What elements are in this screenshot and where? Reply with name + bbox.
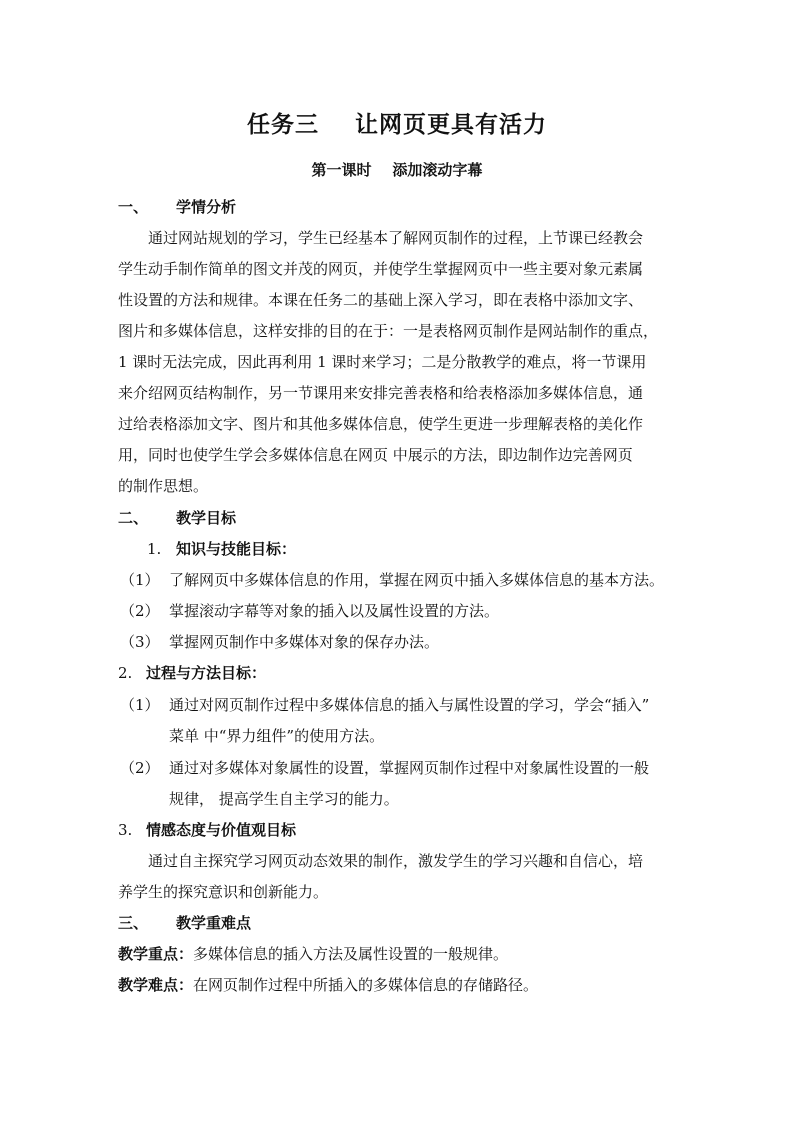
goal3-number: 3. [118,821,133,839]
goal1-heading: 知识与技能目标： [176,540,297,558]
goal1-item-2-marker: （2） [120,602,160,620]
goal1-item-1-text: 了解网页中多媒体信息的作用，掌握在网页中插入多媒体信息的基本方法。 [169,571,665,589]
section3-number: 三、 [118,914,149,932]
section1-line-8: 用，同时也使学生学会多媒体信息在网页 中展示的方法，即边制作边完善网页 [118,446,633,464]
difficulty-row [118,975,538,995]
section1-line-1: 通过网站规划的学习，学生已经基本了解网页制作的过程，上节课已经教会 [148,229,644,247]
key-point-text: 多媒体信息的插入方法及属性设置的一般规律。 [193,945,509,963]
section1-heading: 学情分析 [176,198,237,216]
goal1-item-3-marker: （3） [120,633,160,651]
section1-line-4: 图片和多媒体信息，这样安排的目的在于：一是表格网页制作是网站制作的重点， [118,322,659,340]
goal2-item-2-line-1: 通过对多媒体对象属性的设置，掌握网页制作过程中对象属性设置的一般 [169,759,650,777]
goal3-heading: 情感态度与价值观目标 [146,821,297,839]
key-point-label: 教学重点： [118,945,194,963]
goal2-heading: 过程与方法目标： [146,664,267,682]
lesson-subtitle: 第一课时 添加滚动字幕 [311,161,483,179]
goal1-number: 1. [147,540,162,558]
goal2-item-1-line-1: 通过对网页制作过程中多媒体信息的插入与属性设置的学习，学会“插入” [169,696,650,714]
section3-heading: 教学重难点 [176,914,252,932]
section1-line-9: 的制作思想。 [118,477,209,495]
section1-line-2: 学生动手制作简单的图文并茂的网页，并使学生掌握网页中一些主要对象元素属 [118,260,644,278]
goal1-item-1-marker: （1） [120,571,160,589]
section1-number: 一、 [118,198,149,216]
goal1-item-3-text: 掌握网页制作中多媒体对象的保存办法。 [169,633,440,651]
key-point-row [118,944,508,964]
goal2-item-1-line-2: 菜单 中“界力组件”的使用方法。 [169,727,385,745]
section2-number: 二、 [118,509,149,527]
goal2-number: 2. [118,664,133,682]
goal3-line-1: 通过自主探究学习网页动态效果的制作，激发学生的学习兴趣和自信心，培 [148,852,644,870]
section1-line-5: 1 课时无法完成，因此再利用 1 课时来学习；二是分散教学的难点，将一节课用 [118,353,647,371]
goal1-item-2-text: 掌握滚动字幕等对象的插入以及属性设置的方法。 [169,602,500,620]
goal3-line-2: 养学生的探究意识和创新能力。 [118,883,329,901]
section1-line-7: 过给表格添加文字、图片和其他多媒体信息，使学生更进一步理解表格的美化作 [118,415,644,433]
section2-heading: 教学目标 [176,509,237,527]
document-title: 任务三 让网页更具有活力 [246,111,548,138]
goal2-item-2-line-2: 规律， 提高学生自主学习的能力。 [169,790,399,808]
difficulty-text: 在网页制作过程中所插入的多媒体信息的存储路径。 [193,976,539,994]
goal2-item-2-marker: （2） [120,759,160,777]
section1-line-3: 性设置的方法和规律。本课在任务二的基础上深入学习，即在表格中添加文字、 [118,291,644,309]
goal2-item-1-marker: （1） [120,696,160,714]
difficulty-label: 教学难点： [118,976,194,994]
section1-line-6: 来介绍网页结构制作，另一节课用来安排完善表格和给表格添加多媒体信息，通 [118,384,644,402]
